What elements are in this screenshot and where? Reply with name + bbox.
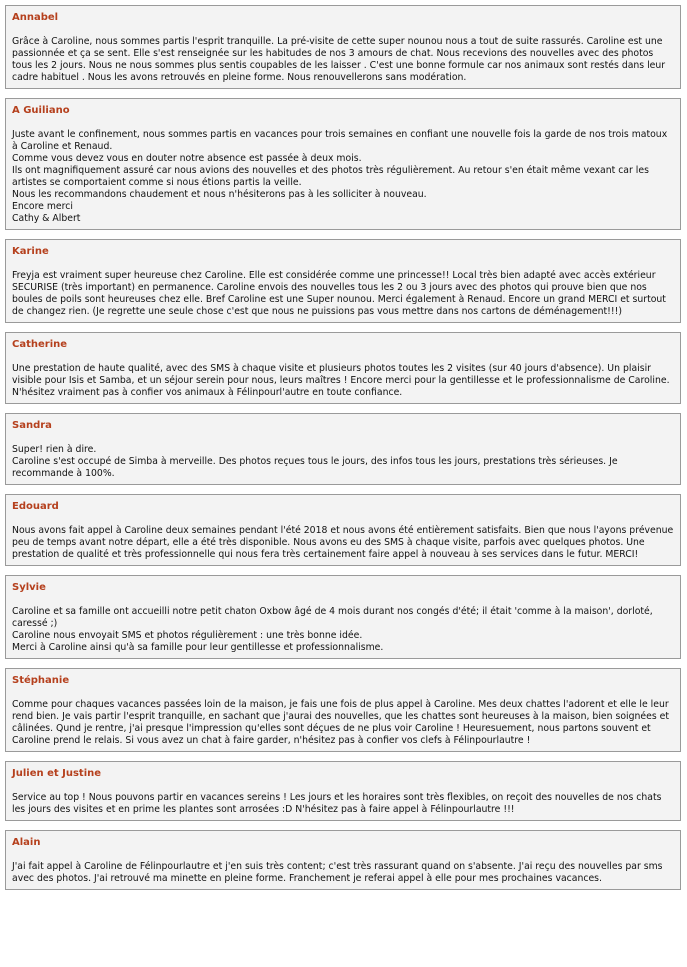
review-line: Juste avant le confinement, nous sommes partis en vacances pour trois semaines en confiant une nouvelle fois la garde de nos trois matoux à Caroline et Renaud. xyxy=(12,129,668,152)
review-text xyxy=(12,270,675,318)
review-text xyxy=(12,861,675,885)
review-line: N'hésitez vraiment pas à confier vos animaux à Félinpourl'autre en toute confiance. xyxy=(12,387,403,398)
review-card xyxy=(5,830,681,890)
review-text xyxy=(12,36,675,84)
review-card xyxy=(5,668,681,752)
review-text xyxy=(12,792,675,816)
review-card xyxy=(5,98,681,230)
review-text xyxy=(12,444,675,480)
review-card xyxy=(5,494,681,566)
review-author: Sylvie xyxy=(12,582,46,593)
review-author: Stéphanie xyxy=(12,675,70,686)
review-author: A Guiliano xyxy=(12,105,70,116)
review-line: Caroline et sa famille ont accueilli notre petit chaton Oxbow âgé de 4 mois durant nos congés d'été; il était 'comme à la maison', dorloté, caressé ;) xyxy=(12,606,653,629)
review-author: Annabel xyxy=(12,12,59,23)
review-line: J'ai fait appel à Caroline de Félinpourlautre et j'en suis très content; c'est très rassurant quand on s'absente. J'ai reçu des nouvelles par sms avec des photos. J'ai retrouvé ma minette en pleine forme. Franchement je referai appel à elle pour mes prochaines vacances. xyxy=(12,861,663,884)
review-line: Merci à Caroline ainsi qu'à sa famille pour leur gentillesse et professionnalisme. xyxy=(12,642,384,653)
review-line: Encore merci xyxy=(12,201,73,212)
review-text xyxy=(12,606,675,654)
review-text xyxy=(12,525,675,561)
review-line: Nous avons fait appel à Caroline deux semaines pendant l'été 2018 et nous avons été entièrement satisfaits. Bien que nous l'ayons prévenue peu de temps avant notre départ, elle a été très disponible. Nous avons eu des SMS à chaque visite, parfois avec quelques photos. Une prestation de qualité et très professionnelle qui nous fera très certainement faire appel à nouveau à ses services dans le futur. MERCI! xyxy=(12,525,674,560)
review-text xyxy=(12,129,675,225)
review-card xyxy=(5,5,681,89)
review-text xyxy=(12,363,675,399)
review-line: Cathy & Albert xyxy=(12,213,81,224)
review-line: Ils ont magnifiquement assuré car nous avions des nouvelles et des photos très régulièrement. Au retour s'en était même vexant car les artistes se comportaient comme si nous étions partis la veille. xyxy=(12,165,649,188)
review-author: Karine xyxy=(12,246,49,257)
review-author: Catherine xyxy=(12,339,68,350)
review-author: Sandra xyxy=(12,420,52,431)
review-card xyxy=(5,239,681,323)
review-author: Julien et Justine xyxy=(12,768,102,779)
review-line: Grâce à Caroline, nous sommes partis l'esprit tranquille. La pré-visite de cette super nounou nous a tout de suite rassurés. Caroline est une passionnée et ça se sent. Elle s'est renseignée sur les habitudes de nos 3 amours de chat. Nous recevions des nouvelles avec des photos tous les 2 jours. Nous ne nous sommes plus sentis coupables de les laisser . C'est une bonne formule car nos animaux sont restés dans leur cadre habituel . Nous les avons retrouvés en pleine forme. Nous renouvellerons sans modération. xyxy=(12,36,666,83)
review-line: Nous les recommandons chaudement et nous n'hésiterons pas à les solliciter à nouveau. xyxy=(12,189,427,200)
review-line: Freyja est vraiment super heureuse chez Caroline. Elle est considérée comme une princesse!! Local très bien adapté avec accès extérieur SECURISE (très important) en permanence. Caroline envois des nouvelles tous les 2 ou 3 jours avec des photos qui prouve bien que nos boules de poils sont heureuses chez elle. Bref Caroline est une Super nounou. Merci également à Renaud. Encore un grand MERCI et surtout de changez rien. (Je regrette une seule chose c'est que nous ne puissions pas vous mettre dans nos cartons de déménagement!!!) xyxy=(12,270,666,317)
review-card xyxy=(5,413,681,485)
review-line: Super! rien à dire. xyxy=(12,444,97,455)
review-line: Comme vous devez vous en douter notre absence est passée à deux mois. xyxy=(12,153,362,164)
review-card xyxy=(5,761,681,821)
review-author: Alain xyxy=(12,837,41,848)
review-line: Caroline s'est occupé de Simba à merveille. Des photos reçues tous le jours, des infos tous les jours, prestations très sérieuses. Je recommande à 100%. xyxy=(12,456,618,479)
review-line: Comme pour chaques vacances passées loin de la maison, je fais une fois de plus appel à Caroline. Mes deux chattes l'adorent et elle le leur rend bien. Je vais partir l'esprit tranquille, en sachant que j'aurai des nouvelles, que les chattes sont heureuses à la maison, bien soignées et câlinées. Qund je rentre, j'ai presque l'impression qu'elles sont déçues de ne plus voir Caroline ! Heuresuement, nous partons souvent et Caroline prend le relais. Si vous avez un chat à faire garder, n'hésitez pas à confier vos clefs à Félinpourlautre ! xyxy=(12,699,669,746)
review-line: Caroline nous envoyait SMS et photos régulièrement : une très bonne idée. xyxy=(12,630,363,641)
review-card xyxy=(5,332,681,404)
review-line: Une prestation de haute qualité, avec des SMS à chaque visite et plusieurs photos toutes les 2 visites (sur 40 jours d'absence). Un plaisir visible pour Isis et Samba, et un séjour serein pour nous, leurs maîtres ! Encore merci pour la gentillesse et le professionnalisme de Caroline. xyxy=(12,363,670,386)
review-author: Edouard xyxy=(12,501,59,512)
review-card xyxy=(5,575,681,659)
review-text xyxy=(12,699,675,747)
review-line: Service au top ! Nous pouvons partir en vacances sereins ! Les jours et les horaires sont très flexibles, on reçoit des nouvelles de nos chats les jours des visites et en prime les plantes sont arrosées :D N'hésitez pas à faire appel à Félinpourlautre !!! xyxy=(12,792,662,815)
